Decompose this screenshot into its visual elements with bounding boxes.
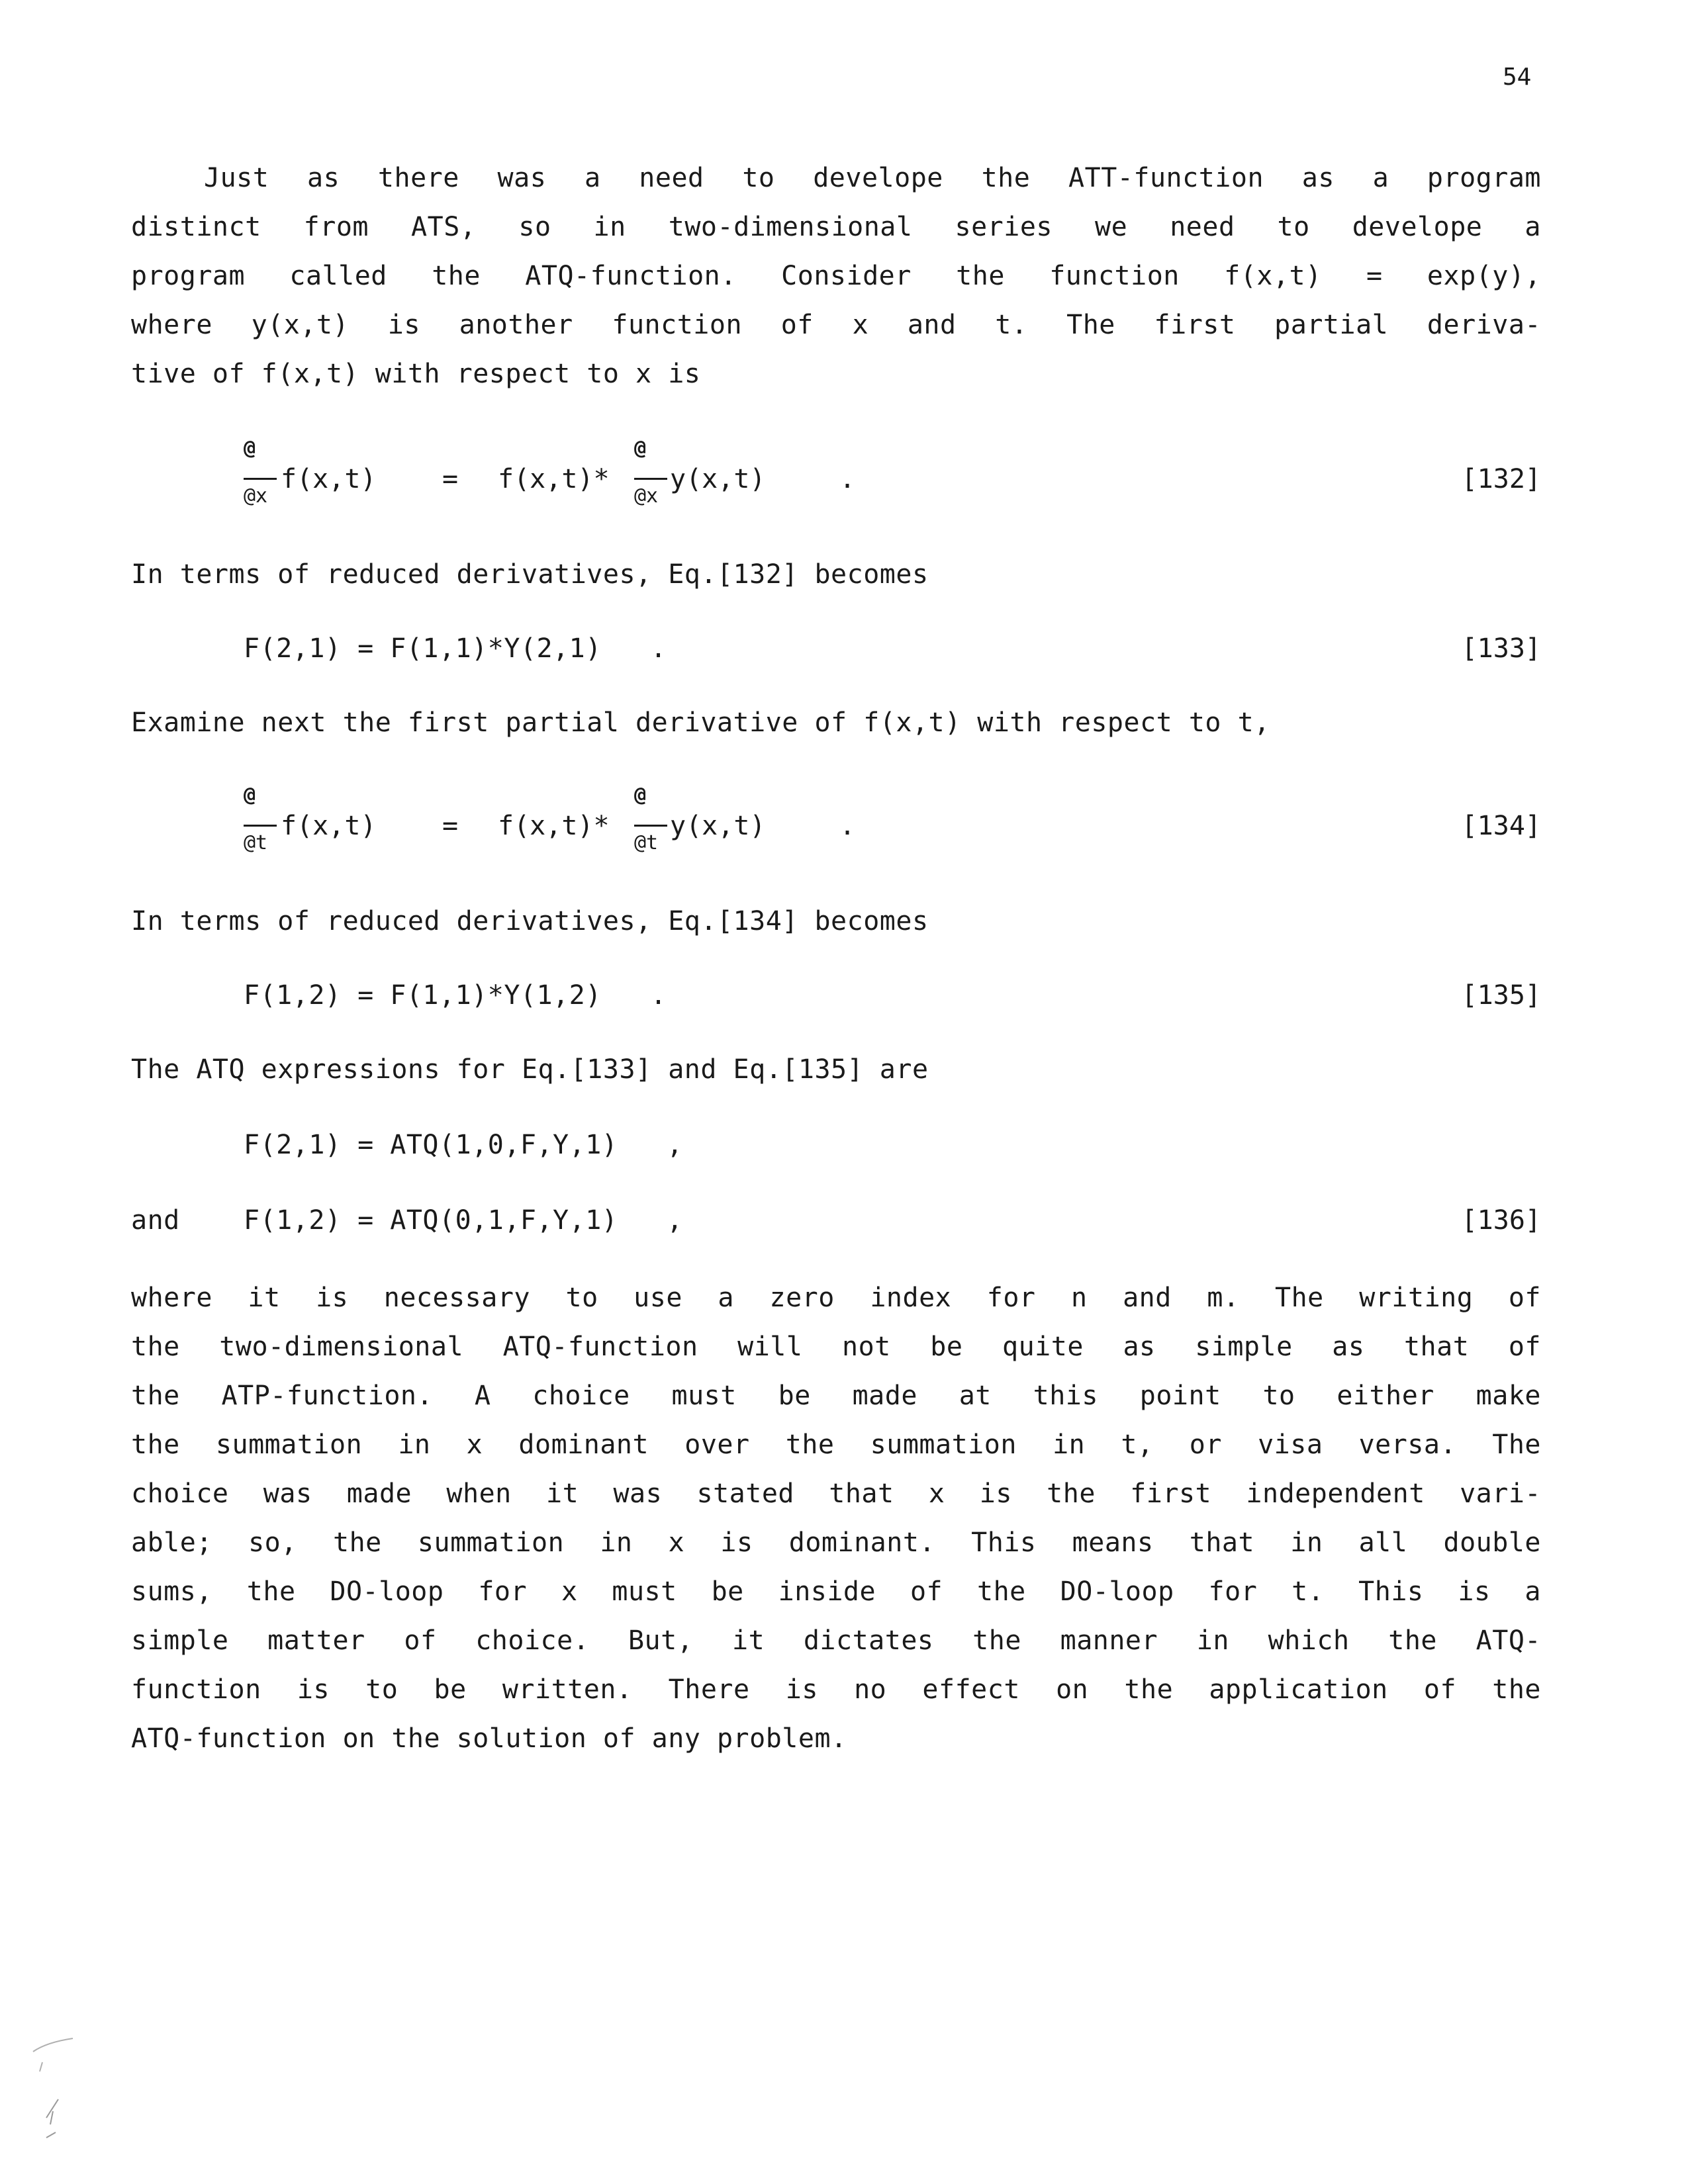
paragraph-line: where y(x,t) is another function of x and t. The first partial deriva- — [131, 310, 1541, 340]
paragraph-intro — [131, 154, 1541, 398]
text-line: In terms of reduced derivatives, Eq.[134] becomes — [131, 906, 929, 936]
eq-lhs-func: f(x,t) — [281, 811, 377, 841]
paragraph-line: sums, the DO-loop for x must be inside of the DO-loop for t. This is a — [131, 1576, 1541, 1607]
eq-lhs-func: f(x,t) — [281, 464, 377, 494]
equation-number: [136] — [1461, 1205, 1541, 1236]
equation-134 — [244, 784, 906, 870]
equation-136-b: F(1,2) = ATQ(0,1,F,Y,1) , — [244, 1205, 683, 1236]
equation-136-prefix: and — [131, 1205, 180, 1236]
partial-denominator: @t — [244, 831, 268, 854]
equation-132 — [244, 437, 906, 523]
scan-mark — [26, 2019, 86, 2171]
paragraph-line: the ATP-function. A choice must be made at this point to either make — [131, 1381, 1541, 1411]
paragraph-line: where it is necessary to use a zero index for n and m. The writing of — [131, 1283, 1541, 1313]
partial-symbol: @ — [634, 437, 647, 460]
text-line: In terms of reduced derivatives, Eq.[132] becomes — [131, 559, 929, 590]
eq-end: . — [839, 811, 856, 841]
partial-denominator: @x — [244, 484, 268, 508]
paragraph-line: Just as there was a need to develope the ATT-function as a program — [204, 163, 1541, 193]
partial-symbol: @ — [244, 784, 256, 807]
partial-fraction-lhs — [244, 437, 283, 523]
partial-fraction-rhs — [634, 437, 674, 523]
partial-fraction-rhs — [634, 784, 674, 870]
paragraph-line: ATQ-function on the solution of any problem. — [131, 1723, 847, 1754]
fraction-bar — [244, 478, 277, 480]
paragraph-line: able; so, the summation in x is dominant. This means that in all double — [131, 1527, 1541, 1558]
text-line: The ATQ expressions for Eq.[133] and Eq.[135] are — [131, 1054, 929, 1085]
eq-rhs-left: f(x,t)* — [498, 811, 610, 841]
partial-fraction-lhs — [244, 784, 283, 870]
eq-rhs-func: y(x,t) — [670, 464, 766, 494]
paragraph-line: the two-dimensional ATQ-function will not be quite as simple as that of — [131, 1332, 1541, 1362]
paragraph-line: program called the ATQ-function. Consider the function f(x,t) = exp(y), — [131, 261, 1541, 291]
fraction-bar — [634, 825, 667, 827]
equation-number: [134] — [1461, 811, 1541, 841]
paragraph-line: function is to be written. There is no effect on the application of the — [131, 1674, 1541, 1705]
partial-symbol: @ — [634, 784, 647, 807]
page-number: 54 — [1503, 64, 1532, 91]
paragraph-body — [131, 1273, 1541, 1763]
eq-equals: = — [442, 811, 459, 841]
paragraph-line: distinct from ATS, so in two-dimensional series we need to develope a — [131, 212, 1541, 242]
fraction-bar — [634, 478, 667, 480]
paragraph-line: the summation in x dominant over the summation in t, or visa versa. The — [131, 1430, 1541, 1460]
paragraph-line: choice was made when it was stated that x is the first independent vari- — [131, 1479, 1541, 1509]
equation-number: [135] — [1461, 980, 1541, 1011]
partial-denominator: @x — [634, 484, 659, 508]
eq-end: . — [839, 464, 856, 494]
equation-number: [133] — [1461, 633, 1541, 664]
equation-number: [132] — [1461, 464, 1541, 494]
eq-rhs-left: f(x,t)* — [498, 464, 610, 494]
eq-equals: = — [442, 464, 459, 494]
paragraph-line: tive of f(x,t) with respect to x is — [131, 359, 701, 389]
text-line: Examine next the first partial derivative of f(x,t) with respect to t, — [131, 707, 1270, 738]
partial-denominator: @t — [634, 831, 659, 854]
equation-135: F(1,2) = F(1,1)*Y(1,2) . — [244, 980, 667, 1011]
paragraph-line: simple matter of choice. But, it dictates the manner in which the ATQ- — [131, 1625, 1541, 1656]
equation-133: F(2,1) = F(1,1)*Y(2,1) . — [244, 633, 667, 664]
eq-rhs-func: y(x,t) — [670, 811, 766, 841]
partial-symbol: @ — [244, 437, 256, 460]
equation-136-a: F(2,1) = ATQ(1,0,F,Y,1) , — [244, 1130, 683, 1160]
fraction-bar — [244, 825, 277, 827]
